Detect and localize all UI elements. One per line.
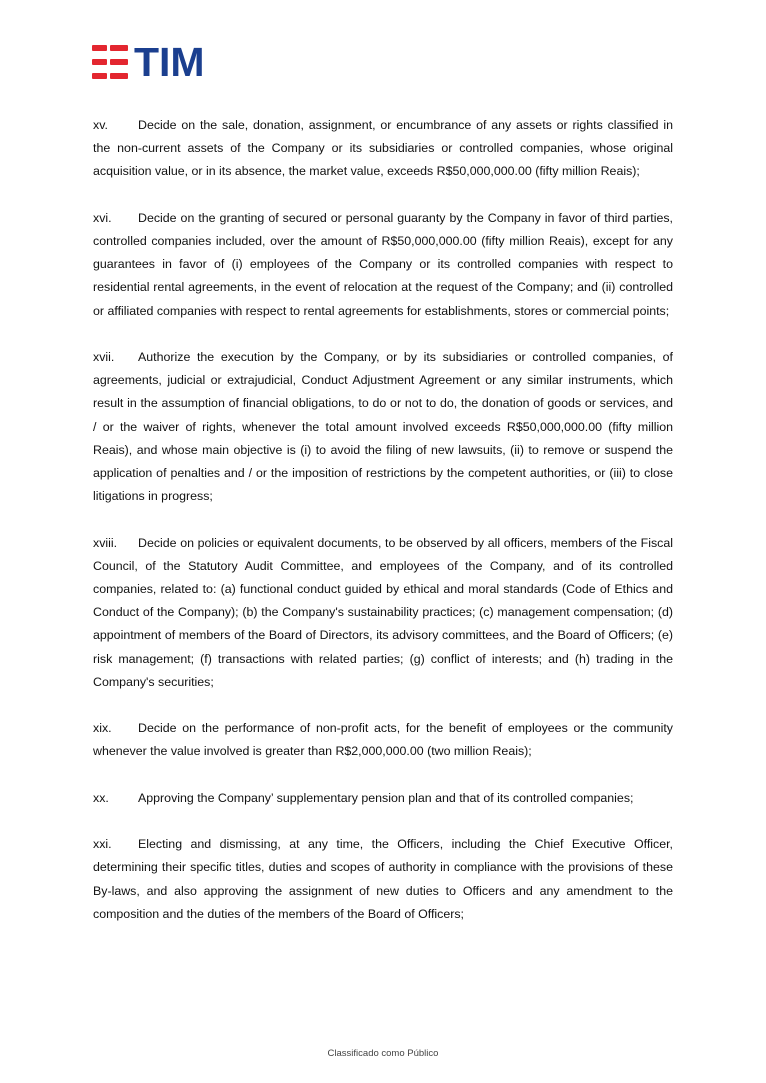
clause-number: xvi. — [93, 210, 112, 225]
classification-footer: Classificado como Público — [327, 1048, 439, 1059]
clause-text: Decide on the sale, donation, assignment, or encumbrance of any assets or rights classified in the non-current assets of the Company or its subsidiaries or controlled companies, whose original acquisition value, or in its absence, the market value, exceeds R$50,000,000.00 (fifty million Reais); — [93, 118, 673, 179]
clause-text: Electing and dismissing, at any time, the Officers, including the Chief Executive Officer, determining their specific titles, duties and scopes of authority in compliance with the provisions of these By-laws, and also approving the assignment of new duties to Officers and any amendment to the composition and the duties of the members of the Board of Officers; — [93, 837, 673, 921]
document-body — [93, 114, 673, 949]
tim-logo-mark-icon — [92, 45, 128, 79]
clause-xvi — [93, 207, 673, 323]
clause-number: xix. — [93, 721, 112, 736]
clause-xix — [93, 717, 673, 763]
clause-xx — [93, 787, 673, 810]
clause-text: Decide on the granting of secured or personal guaranty by the Company in favor of third parties, controlled companies included, over the amount of R$50,000,000.00 (fifty million Reais), except for any guarantees in favor of (i) employees of the Company or its controlled companies with respect to residential rental agreements, in the event of relocation at the request of the Company; and (ii) controlled or affiliated companies with respect to rental agreements for establishments, stores or commercial points; — [93, 210, 673, 318]
tim-logo — [92, 39, 205, 85]
clause-text: Decide on policies or equivalent documents, to be observed by all officers, members of the Fiscal Council, of the Statutory Audit Committee, and employees of the Company, and of its controlled companies, related to: (a) functional conduct guided by ethical and moral standards (Code of Ethics and Conduct of the Company); (b) the Company's sustainability practices; (c) management compensation; (d) appointment of members of the Board of Directors, its advisory committees, and the Board of Officers; (e) risk management; (f) transactions with related parties; (g) conflict of interests; and (h) trading in the Company's securities; — [93, 535, 673, 689]
clause-number: xviii. — [93, 535, 118, 550]
clause-number: xv. — [93, 118, 108, 132]
clause-xviii — [93, 532, 673, 694]
clause-number: xxi. — [93, 837, 112, 852]
clause-text: Approving the Company’ supplementary pension plan and that of its controlled companies; — [138, 790, 634, 805]
clause-xv — [93, 114, 673, 184]
clause-text: Authorize the execution by the Company, or by its subsidiaries or controlled companies, of agreements, judicial or extrajudicial, Conduct Adjustment Agreement or any similar instruments, which result in the assumption of financial obligations, to do or not to do, the donation of goods or services, and / or the waiver of rights, whenever the total amount involved exceeds R$50,000,000.00 (fifty million Reais), and whose main objective is (i) to avoid the filing of new lawsuits, (ii) to remove or suspend the application of penalties and / or the imposition of restrictions by the competent authorities, or (iii) to close litigations in progress; — [93, 350, 673, 504]
clause-text: Decide on the performance of non-profit acts, for the benefit of employees or the community whenever the value involved is greater than R$2,000,000.00 (two million Reais); — [93, 721, 673, 759]
clause-number: xx. — [93, 790, 109, 805]
clause-number: xvii. — [93, 350, 115, 364]
clause-xxi — [93, 833, 673, 926]
clause-xvii — [93, 346, 673, 508]
tim-logo-text: TIM — [134, 39, 205, 85]
